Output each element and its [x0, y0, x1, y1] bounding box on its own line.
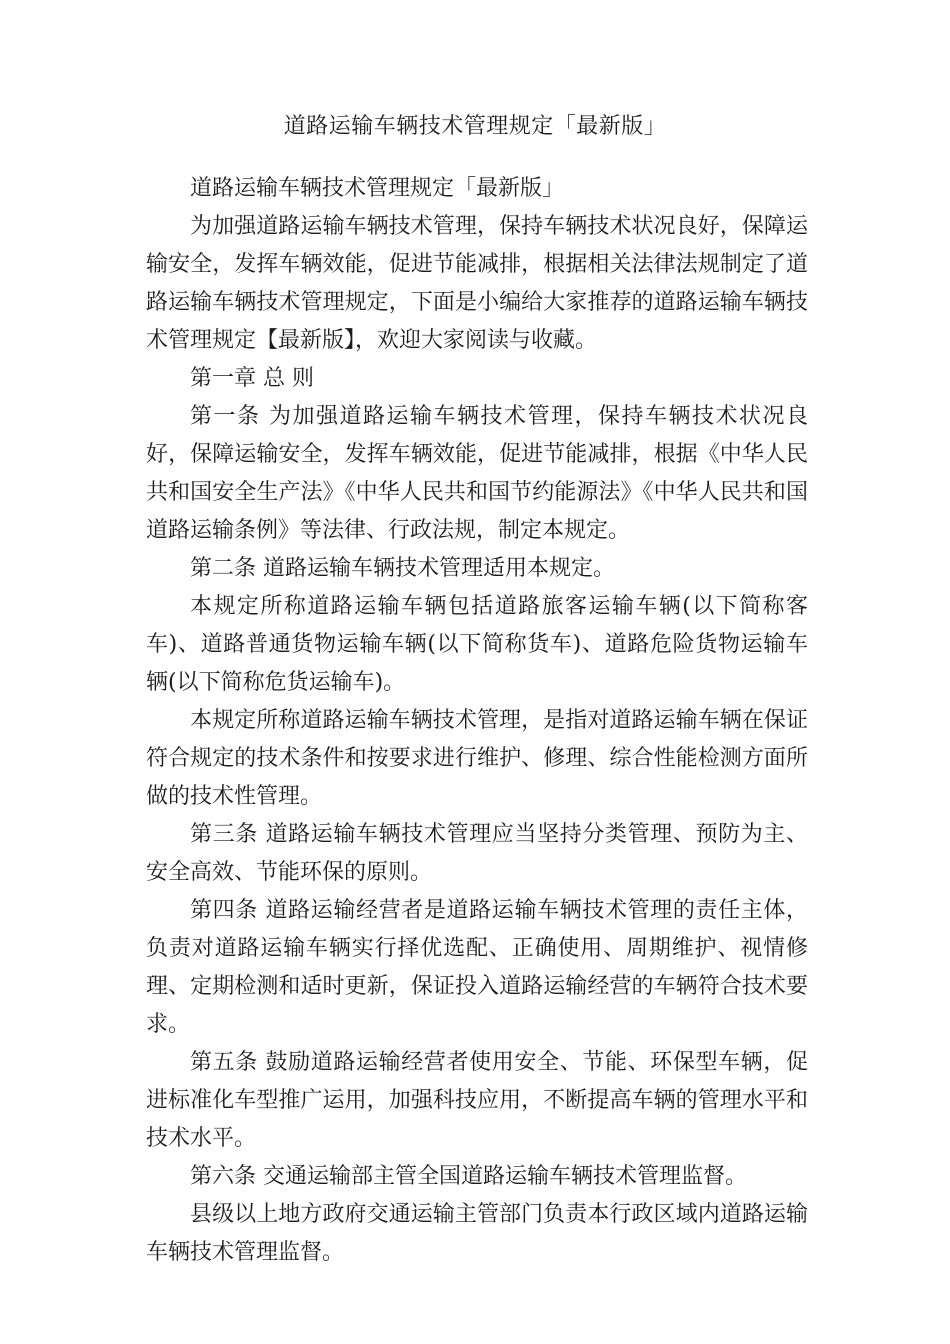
paragraph: 第三条 道路运输车辆技术管理应当坚持分类管理、预防为主、安全高效、节能环保的原则。 — [146, 822, 808, 885]
paragraph: 第四条 道路运输经营者是道路运输车辆技术管理的责任主体，负责对道路运输车辆实行择优选配、正确使用、周期维护、视情修理、定期检测和适时更新，保证投入道路运输经营的车辆符合技术要求。 — [146, 898, 808, 1037]
paragraph: 第一条 为加强道路运输车辆技术管理，保持车辆技术状况良好，保障运输安全，发挥车辆效能，促进节能减排，根据《中华人民共和国安全生产法》《中华人民共和国节约能源法》《中华人民共和国道路运输条例》等法律、行政法规，制定本规定。 — [146, 404, 808, 543]
paragraph: 本规定所称道路运输车辆包括道路旅客运输车辆(以下简称客车)、道路普通货物运输车辆(以下简称货车)、道路危险货物运输车辆(以下简称危货运输车)。 — [146, 594, 808, 695]
paragraph: 第二条 道路运输车辆技术管理适用本规定。 — [190, 556, 615, 581]
paragraph: 本规定所称道路运输车辆技术管理，是指对道路运输车辆在保证符合规定的技术条件和按要求进行维护、修理、综合性能检测方面所做的技术性管理。 — [146, 708, 808, 809]
document-title: 道路运输车辆技术管理规定「最新版」 — [283, 114, 667, 139]
paragraph: 为加强道路运输车辆技术管理，保持车辆技术状况良好，保障运输安全，发挥车辆效能，促进节能减排，根据相关法律法规制定了道路运输车辆技术管理规定，下面是小编给大家推荐的道路运输车辆技术管理规定【最新版】，欢迎大家阅读与收藏。 — [146, 214, 808, 353]
paragraph: 道路运输车辆技术管理规定「最新版」 — [190, 176, 565, 201]
document-body — [146, 170, 808, 1272]
paragraph: 第六条 交通运输部主管全国道路运输车辆技术管理监督。 — [190, 1164, 747, 1189]
paragraph: 第五条 鼓励道路运输经营者使用安全、节能、环保型车辆，促进标准化车型推广运用，加强科技应用，不断提高车辆的管理水平和技术水平。 — [146, 1050, 808, 1151]
paragraph: 县级以上地方政府交通运输主管部门负责本行政区域内道路运输车辆技术管理监督。 — [146, 1202, 808, 1265]
chapter-heading: 第一章 总 则 — [190, 366, 314, 391]
